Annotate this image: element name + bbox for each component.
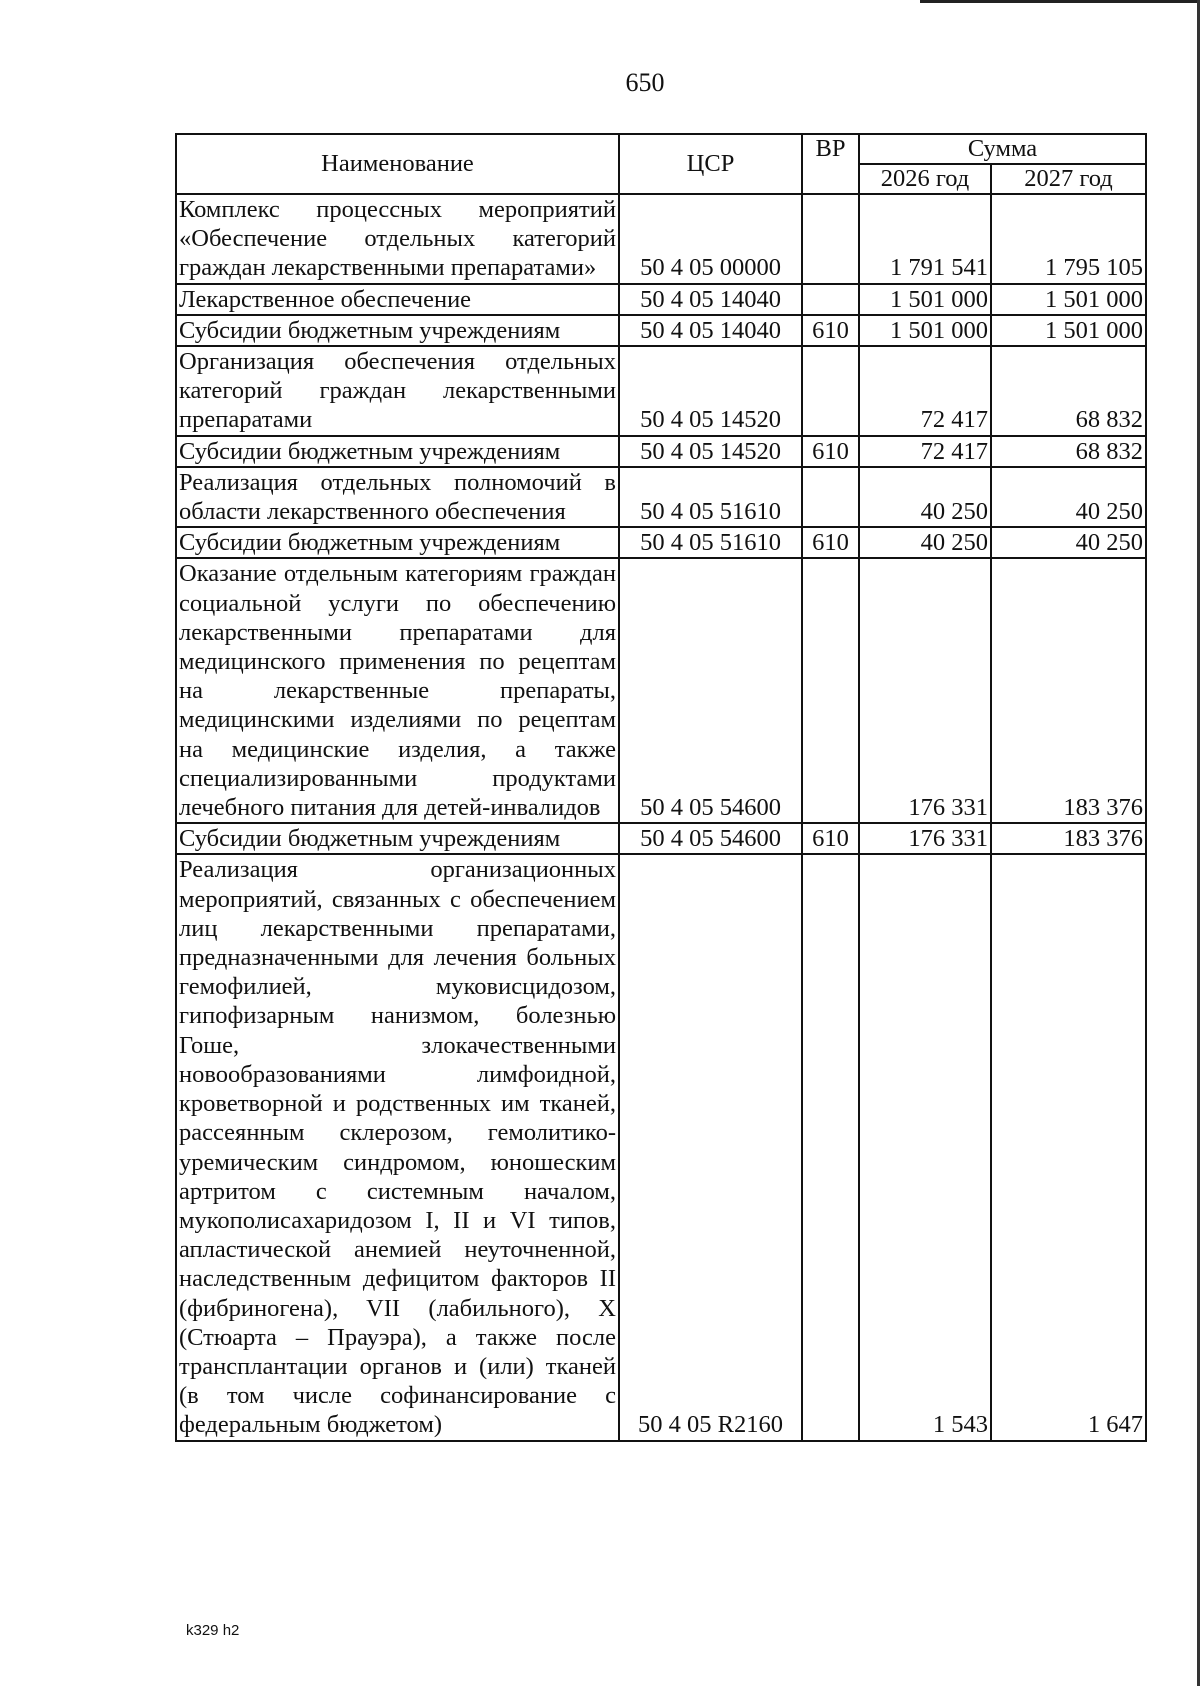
row-name: Субсидии бюджетным учреждениям (176, 823, 619, 854)
row-name: Оказание отдельным категориям граждан социальной услуги по обеспечению лекарственными препаратами для медицинского применения по рецептам на лекарственные препараты, медицинскими изделиями по рецептам на медицинские изделия, а также специализированными продуктами лечебного питания для детей-инвалидов (176, 558, 619, 823)
row-vr: 610 (802, 527, 859, 558)
row-vr: 610 (802, 823, 859, 854)
row-vr (802, 346, 859, 436)
row-vr (802, 854, 859, 1440)
row-csr: 50 4 05 51610 (619, 467, 802, 527)
table-row (176, 315, 1146, 346)
scan-edge-top (920, 0, 1200, 3)
row-csr: 50 4 05 14040 (619, 284, 802, 315)
row-csr: 50 4 05 00000 (619, 194, 802, 284)
table-row (176, 467, 1146, 527)
page-number: 650 (625, 68, 665, 97)
row-vr (802, 558, 859, 823)
row-sum-2027: 1 501 000 (991, 315, 1146, 346)
row-sum-2027: 1 795 105 (991, 194, 1146, 284)
row-sum-2027: 183 376 (991, 558, 1146, 823)
row-vr (802, 194, 859, 284)
row-sum-2026: 1 791 541 (859, 194, 991, 284)
row-name: Субсидии бюджетным учреждениям (176, 315, 619, 346)
row-name: Лекарственное обеспечение (176, 284, 619, 315)
header-csr: ЦСР (619, 134, 802, 194)
row-csr: 50 4 05 14040 (619, 315, 802, 346)
row-sum-2026: 72 417 (859, 346, 991, 436)
row-sum-2027: 40 250 (991, 467, 1146, 527)
row-csr: 50 4 05 14520 (619, 346, 802, 436)
row-vr (802, 467, 859, 527)
row-csr: 50 4 05 54600 (619, 823, 802, 854)
header-name: Наименование (176, 134, 619, 194)
row-sum-2026: 40 250 (859, 467, 991, 527)
table-row (176, 527, 1146, 558)
row-csr: 50 4 05 54600 (619, 558, 802, 823)
row-vr: 610 (802, 436, 859, 467)
header-sum: Сумма (859, 134, 1146, 164)
row-name: Организация обеспечения отдельных категорий граждан лекарственными препаратами (176, 346, 619, 436)
table-row (176, 558, 1146, 823)
table-row (176, 284, 1146, 315)
row-name: Субсидии бюджетным учреждениям (176, 436, 619, 467)
row-name: Реализация отдельных полномочий в области лекарственного обеспечения (176, 467, 619, 527)
header-year-2027: 2027 год (991, 164, 1146, 194)
row-sum-2027: 40 250 (991, 527, 1146, 558)
row-sum-2027: 68 832 (991, 346, 1146, 436)
table-row (176, 854, 1146, 1440)
row-sum-2026: 1 501 000 (859, 315, 991, 346)
row-sum-2027: 68 832 (991, 436, 1146, 467)
row-csr: 50 4 05 51610 (619, 527, 802, 558)
row-sum-2026: 1 501 000 (859, 284, 991, 315)
row-sum-2026: 40 250 (859, 527, 991, 558)
row-name: Субсидии бюджетным учреждениям (176, 527, 619, 558)
table-row (176, 346, 1146, 436)
header-vr: ВР (802, 134, 859, 194)
budget-table (175, 133, 1147, 1442)
row-name: Реализация организационных мероприятий, связанных с обеспечением лиц лекарственными препаратами, предназначенными для лечения больных гемофилией, муковисцидозом, гипофизарным нанизмом, болезнью Гоше, злокачественными новообразованиями лимфоидной, кроветворной и родственных им тканей, рассеянным склерозом, гемолитико-уремическим синдромом, юношеским артритом с системным началом, мукополисахаридозом I, II и VI типов, апластической анемией неуточненной, наследственным дефицитом факторов II (фибриногена), VII (лабильного), X (Стюарта – Прауэра), а также после трансплантации органов и (или) тканей (в том числе софинансирование с федеральным бюджетом) (176, 854, 619, 1440)
row-sum-2027: 1 647 (991, 854, 1146, 1440)
row-csr: 50 4 05 R2160 (619, 854, 802, 1440)
row-sum-2026: 176 331 (859, 558, 991, 823)
table-row (176, 823, 1146, 854)
row-name: Комплекс процессных мероприятий «Обеспечение отдельных категорий граждан лекарственными препаратами» (176, 194, 619, 284)
row-sum-2026: 176 331 (859, 823, 991, 854)
table-row (176, 436, 1146, 467)
table-row (176, 194, 1146, 284)
header-year-2026: 2026 год (859, 164, 991, 194)
row-vr (802, 284, 859, 315)
row-sum-2026: 72 417 (859, 436, 991, 467)
footer-code: k329 h2 (186, 1622, 240, 1639)
row-sum-2027: 1 501 000 (991, 284, 1146, 315)
row-vr: 610 (802, 315, 859, 346)
row-sum-2026: 1 543 (859, 854, 991, 1440)
row-csr: 50 4 05 14520 (619, 436, 802, 467)
row-sum-2027: 183 376 (991, 823, 1146, 854)
